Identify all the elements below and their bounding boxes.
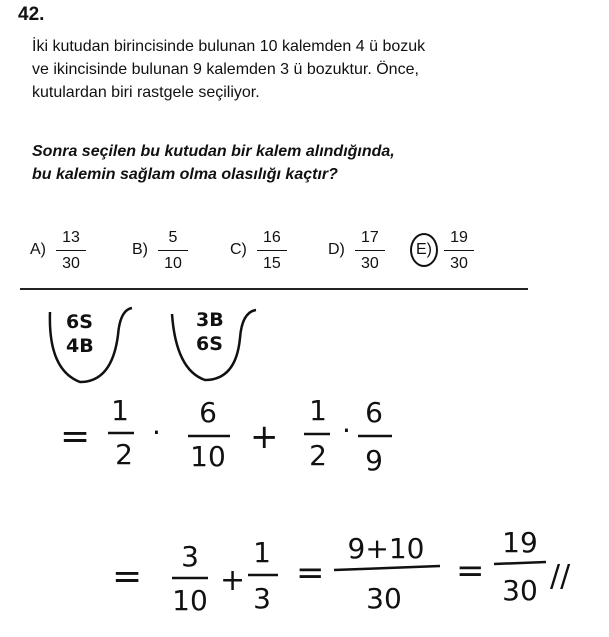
question-stem <box>32 35 562 104</box>
option-fraction <box>56 228 86 273</box>
numerator: 19 <box>450 228 468 246</box>
denominator: 10 <box>172 584 208 617</box>
fraction-bar <box>257 250 287 251</box>
prompt-line: Sonra seçilen bu kutudan bir kalem alındığında, <box>32 143 395 160</box>
denominator: 15 <box>262 254 281 272</box>
numerator: 3 <box>181 540 199 573</box>
option-e[interactable] <box>410 224 474 276</box>
numerator: 19 <box>502 526 538 559</box>
option-c[interactable] <box>230 224 287 276</box>
option-d[interactable] <box>328 224 385 276</box>
denominator: 30 <box>62 254 80 272</box>
denominator: 3 <box>253 582 271 615</box>
box-2-line: 3B <box>196 309 224 331</box>
fraction-bar <box>158 250 188 251</box>
option-fraction <box>355 228 385 273</box>
option-label: C) <box>230 241 247 258</box>
numerator: 16 <box>262 228 281 246</box>
denominator: 30 <box>366 582 402 615</box>
fraction-bar <box>444 250 474 251</box>
equals-sign: = <box>456 551 485 591</box>
prompt-line: bu kalemin sağlam olma olasılığı kaçtır? <box>32 166 338 183</box>
box-1-line: 4B <box>66 335 94 357</box>
fraction-bar <box>56 250 86 251</box>
dot-operator: · <box>152 416 161 449</box>
numerator: 17 <box>360 228 379 246</box>
numerator: 6 <box>199 396 217 429</box>
denominator: 10 <box>190 440 226 473</box>
equals-sign: = <box>296 553 325 593</box>
denominator: 30 <box>450 254 468 272</box>
solution-line-1 <box>60 394 392 477</box>
stem-line: İki kutudan birincisinde bulunan 10 kalemden 4 ü bozuk <box>32 38 426 55</box>
option-fraction <box>158 228 188 273</box>
denominator: 9 <box>365 444 383 477</box>
denominator: 30 <box>502 574 538 607</box>
numerator: 1 <box>309 394 327 427</box>
box-2-line: 6S <box>196 333 223 355</box>
option-label: B) <box>132 241 148 258</box>
denominator: 10 <box>164 254 182 272</box>
answer-options <box>30 224 550 280</box>
numerator: 6 <box>365 396 383 429</box>
option-label: E) <box>410 233 438 267</box>
fraction-bar <box>334 566 440 570</box>
handwritten-solution <box>0 290 609 637</box>
option-fraction <box>444 228 474 273</box>
solution-line-2 <box>112 526 571 617</box>
plus-sign: + <box>250 417 279 457</box>
stem-line: ve ikincisinde bulunan 9 kalemden 3 ü bozuktur. Önce, <box>32 61 419 78</box>
option-label: A) <box>30 241 46 258</box>
option-label: D) <box>328 241 345 258</box>
numerator: 13 <box>62 228 80 246</box>
question-prompt <box>32 140 572 186</box>
dot-operator: · <box>342 414 351 447</box>
box-1-line: 6S <box>66 311 93 333</box>
numerator: 9+10 <box>347 532 425 565</box>
numerator: 1 <box>253 536 271 569</box>
denominator: 2 <box>115 438 133 471</box>
option-fraction <box>257 228 287 273</box>
equals-sign: = <box>112 556 143 597</box>
numerator: 5 <box>168 228 178 246</box>
question-number: 42. <box>18 4 45 25</box>
numerator: 1 <box>111 394 129 427</box>
denominator: 2 <box>309 439 327 472</box>
option-a[interactable] <box>30 224 86 276</box>
final-answer-mark: // <box>550 559 571 594</box>
fraction-bar <box>355 250 385 251</box>
equals-sign: = <box>60 416 91 457</box>
denominator: 30 <box>360 254 379 272</box>
plus-sign: + <box>220 563 246 598</box>
stem-line: kutulardan biri rastgele seçiliyor. <box>32 84 260 101</box>
option-b[interactable] <box>132 224 188 276</box>
fraction-bar <box>494 562 546 564</box>
